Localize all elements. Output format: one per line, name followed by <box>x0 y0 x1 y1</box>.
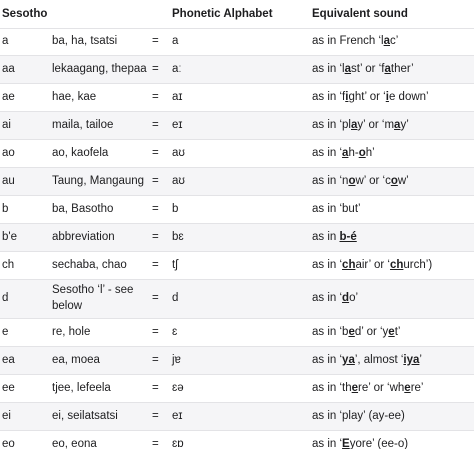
table-row <box>0 83 474 111</box>
equals-sign: = <box>152 174 159 187</box>
sesotho-examples: ba, ha, tsatsi <box>52 35 118 48</box>
sesotho-letter: aa <box>2 62 15 75</box>
header-sesotho: Sesotho <box>2 8 48 20</box>
table-row <box>0 346 474 374</box>
phonetic-symbol: b <box>172 202 179 215</box>
table-row <box>0 402 474 430</box>
phonetic-symbol: eɪ <box>172 409 183 422</box>
equivalent-sound: as in ‘play’ or ‘may’ <box>312 118 409 131</box>
table-body <box>0 28 474 449</box>
sesotho-examples: tjee, lefeela <box>52 381 111 394</box>
sesotho-letter: ae <box>2 90 15 103</box>
sesotho-examples: lekaagang, thepaa <box>52 62 147 75</box>
sesotho-letter: ai <box>2 118 11 131</box>
equals-sign: = <box>152 230 159 243</box>
equals-sign: = <box>152 258 159 271</box>
table-row <box>0 279 474 318</box>
table-row <box>0 28 474 55</box>
table-row <box>0 318 474 346</box>
phonetic-symbol: bɛ <box>172 230 184 243</box>
table-row <box>0 374 474 402</box>
equals-sign: = <box>152 62 159 75</box>
equivalent-sound: as in ‘but’ <box>312 202 361 215</box>
equivalent-sound: as in ‘ya’, almost ‘iya’ <box>312 353 422 366</box>
table-row <box>0 223 474 251</box>
table-row <box>0 251 474 279</box>
equals-sign: = <box>152 353 159 366</box>
equals-sign: = <box>152 90 159 103</box>
equivalent-sound: as in ‘there’ or ‘where’ <box>312 381 424 394</box>
table-row <box>0 139 474 167</box>
equivalent-sound: as in ‘bed’ or ‘yet’ <box>312 325 401 338</box>
phonetic-symbol: a <box>172 35 179 48</box>
header-phonetic: Phonetic Alphabet <box>172 8 273 20</box>
equals-sign: = <box>152 381 159 394</box>
phonetic-symbol: d <box>172 292 179 305</box>
equivalent-sound: as in ‘ah-oh’ <box>312 146 375 159</box>
sesotho-letter: d <box>2 292 9 305</box>
equals-sign: = <box>152 292 159 305</box>
equals-sign: = <box>152 437 159 449</box>
equivalent-sound: as in ‘fight’ or ‘ie down’ <box>312 90 429 103</box>
table-row <box>0 111 474 139</box>
sesotho-letter: ch <box>2 258 15 271</box>
equivalent-sound: as in ‘do’ <box>312 292 359 305</box>
sesotho-letter: ea <box>2 353 15 366</box>
sesotho-examples: ei, seilatsatsi <box>52 409 118 422</box>
sesotho-examples: hae, kae <box>52 90 97 103</box>
phonetic-symbol: tʃ <box>172 258 178 271</box>
equivalent-sound: as in b-é <box>312 230 357 243</box>
sesotho-examples: maila, tailoe <box>52 118 114 131</box>
equals-sign: = <box>152 325 159 338</box>
sesotho-examples: ao, kaofela <box>52 146 109 159</box>
sesotho-examples: abbreviation <box>52 230 115 243</box>
phonetic-symbol: aɪ <box>172 90 183 103</box>
sesotho-examples: Sesotho ‘l’ - see below <box>52 284 134 312</box>
sesotho-letter: ao <box>2 146 15 159</box>
sesotho-letter: e <box>2 325 9 338</box>
phonetic-symbol: aʊ <box>172 146 185 159</box>
phonetic-symbol: ɛ <box>172 325 178 338</box>
equals-sign: = <box>152 202 159 215</box>
sesotho-letter: au <box>2 174 15 187</box>
table-header <box>0 0 474 28</box>
equivalent-sound: as in ‘now’ or ‘cow’ <box>312 174 409 187</box>
equivalent-sound: as in ‘last’ or ‘father’ <box>312 62 414 75</box>
sesotho-letter: eo <box>2 437 15 449</box>
table-row <box>0 195 474 223</box>
table-row <box>0 55 474 83</box>
table-row <box>0 430 474 449</box>
equivalent-sound: as in ‘play’ (ay-ee) <box>312 409 405 422</box>
equivalent-sound: as in French ‘lac’ <box>312 35 399 48</box>
sesotho-letter: a <box>2 35 9 48</box>
sesotho-examples: re, hole <box>52 325 91 338</box>
sesotho-letter: b'e <box>2 230 17 243</box>
sesotho-examples: ba, Basotho <box>52 202 114 215</box>
sesotho-examples: sechaba, chao <box>52 258 127 271</box>
equivalent-sound: as in ‘chair’ or ‘church’) <box>312 258 433 271</box>
equals-sign: = <box>152 146 159 159</box>
sesotho-examples: eo, eona <box>52 437 97 449</box>
sesotho-examples: Taung, Mangaung <box>52 174 145 187</box>
equals-sign: = <box>152 35 159 48</box>
sesotho-examples: ea, moea <box>52 353 100 366</box>
phonetic-symbol: aː <box>172 62 182 75</box>
phonetic-symbol: ɛɒ <box>172 437 184 449</box>
phonetic-symbol: eɪ <box>172 118 183 131</box>
equivalent-sound: as in ‘Eyore’ (ee-o) <box>312 437 409 449</box>
equals-sign: = <box>152 118 159 131</box>
header-equivalent: Equivalent sound <box>312 8 408 20</box>
phonetic-symbol: ɛə <box>172 381 184 394</box>
phonetic-symbol: aʊ <box>172 174 185 187</box>
sesotho-letter: ei <box>2 409 11 422</box>
phonetic-symbol: jɐ <box>172 353 181 366</box>
sesotho-letter: b <box>2 202 9 215</box>
equals-sign: = <box>152 409 159 422</box>
table-row <box>0 167 474 195</box>
sesotho-letter: ee <box>2 381 15 394</box>
